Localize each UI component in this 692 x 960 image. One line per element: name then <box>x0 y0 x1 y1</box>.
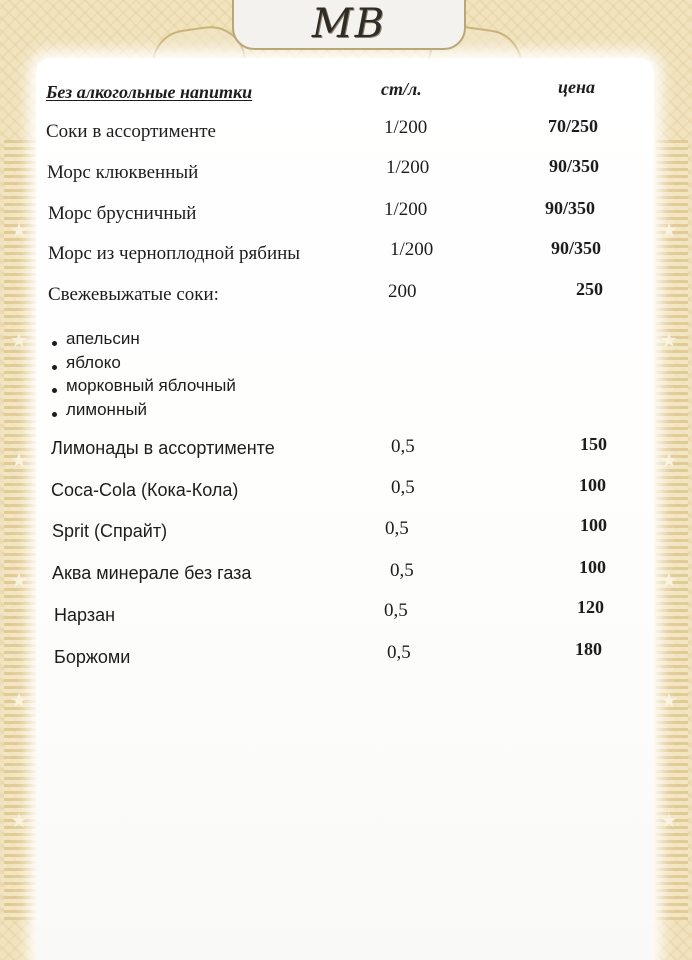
item-volume: 0,5 <box>390 560 414 581</box>
right-ornament-border <box>656 140 688 920</box>
star-ornament-icon: ★ <box>660 808 678 832</box>
item-volume: 1/200 <box>384 199 428 220</box>
item-name: Лимонады в ассортименте <box>51 438 275 458</box>
bullet-icon <box>52 412 57 417</box>
item-price: 150 <box>580 434 607 454</box>
item-price: 120 <box>577 597 604 617</box>
item-name: Нарзан <box>54 605 116 625</box>
item-volume: 0,5 <box>391 477 415 498</box>
star-ornament-icon: ★ <box>660 328 678 352</box>
star-ornament-icon: ★ <box>10 688 28 712</box>
item-volume: 1/200 <box>384 117 428 138</box>
item-volume: 200 <box>388 281 417 302</box>
item-volume: 0,5 <box>384 600 408 621</box>
item-name: Coca-Cola (Кока-Кола) <box>51 480 239 500</box>
volume-column-header: ст/л. <box>381 79 422 99</box>
juice-option: лимонный <box>66 400 148 419</box>
bullet-icon <box>52 365 57 370</box>
restaurant-logo: MB <box>311 1 387 47</box>
item-volume: 0,5 <box>385 518 409 539</box>
star-ornament-icon: ★ <box>660 568 678 592</box>
item-name: Соки в ассортименте <box>46 121 216 142</box>
item-volume: 0,5 <box>391 436 415 457</box>
item-price: 90/350 <box>549 156 600 176</box>
star-ornament-icon: ★ <box>660 688 678 712</box>
item-volume: 1/200 <box>390 239 434 260</box>
left-ornament-border <box>4 140 36 920</box>
item-price: 90/350 <box>551 238 602 258</box>
item-price: 180 <box>575 639 602 659</box>
juice-option: яблоко <box>66 353 121 372</box>
item-price: 100 <box>579 475 606 495</box>
item-price: 70/250 <box>548 116 599 136</box>
item-volume: 0,5 <box>387 642 411 663</box>
bullet-icon <box>52 341 57 346</box>
item-volume: 1/200 <box>386 157 430 178</box>
price-column-header: цена <box>558 77 595 97</box>
menu-sheet <box>36 58 654 960</box>
juice-option: апельсин <box>66 329 140 348</box>
item-price: 250 <box>576 279 603 299</box>
item-price: 90/350 <box>545 198 596 218</box>
star-ornament-icon: ★ <box>660 218 678 242</box>
item-price: 100 <box>579 557 606 577</box>
logo-banner <box>232 0 466 50</box>
juice-option: морковный яблочный <box>66 376 236 395</box>
item-name: Боржоми <box>54 647 131 667</box>
item-name: Sprit (Спрайт) <box>52 521 168 541</box>
star-ornament-icon: ★ <box>10 328 28 352</box>
star-ornament-icon: ★ <box>10 568 28 592</box>
item-name: Аква минерале без газа <box>52 563 252 583</box>
item-name: Свежевыжатые соки: <box>48 284 219 305</box>
item-name: Морс клюквенный <box>47 162 199 183</box>
bullet-icon <box>52 388 57 393</box>
item-price: 100 <box>580 515 607 535</box>
star-ornament-icon: ★ <box>10 808 28 832</box>
star-ornament-icon: ★ <box>660 448 678 472</box>
section-title: Без алкогольные напитки <box>46 82 253 102</box>
star-ornament-icon: ★ <box>10 448 28 472</box>
item-name: Морс из черноплодной рябины <box>48 243 301 264</box>
star-ornament-icon: ★ <box>10 218 28 242</box>
item-name: Морс брусничный <box>48 203 197 224</box>
